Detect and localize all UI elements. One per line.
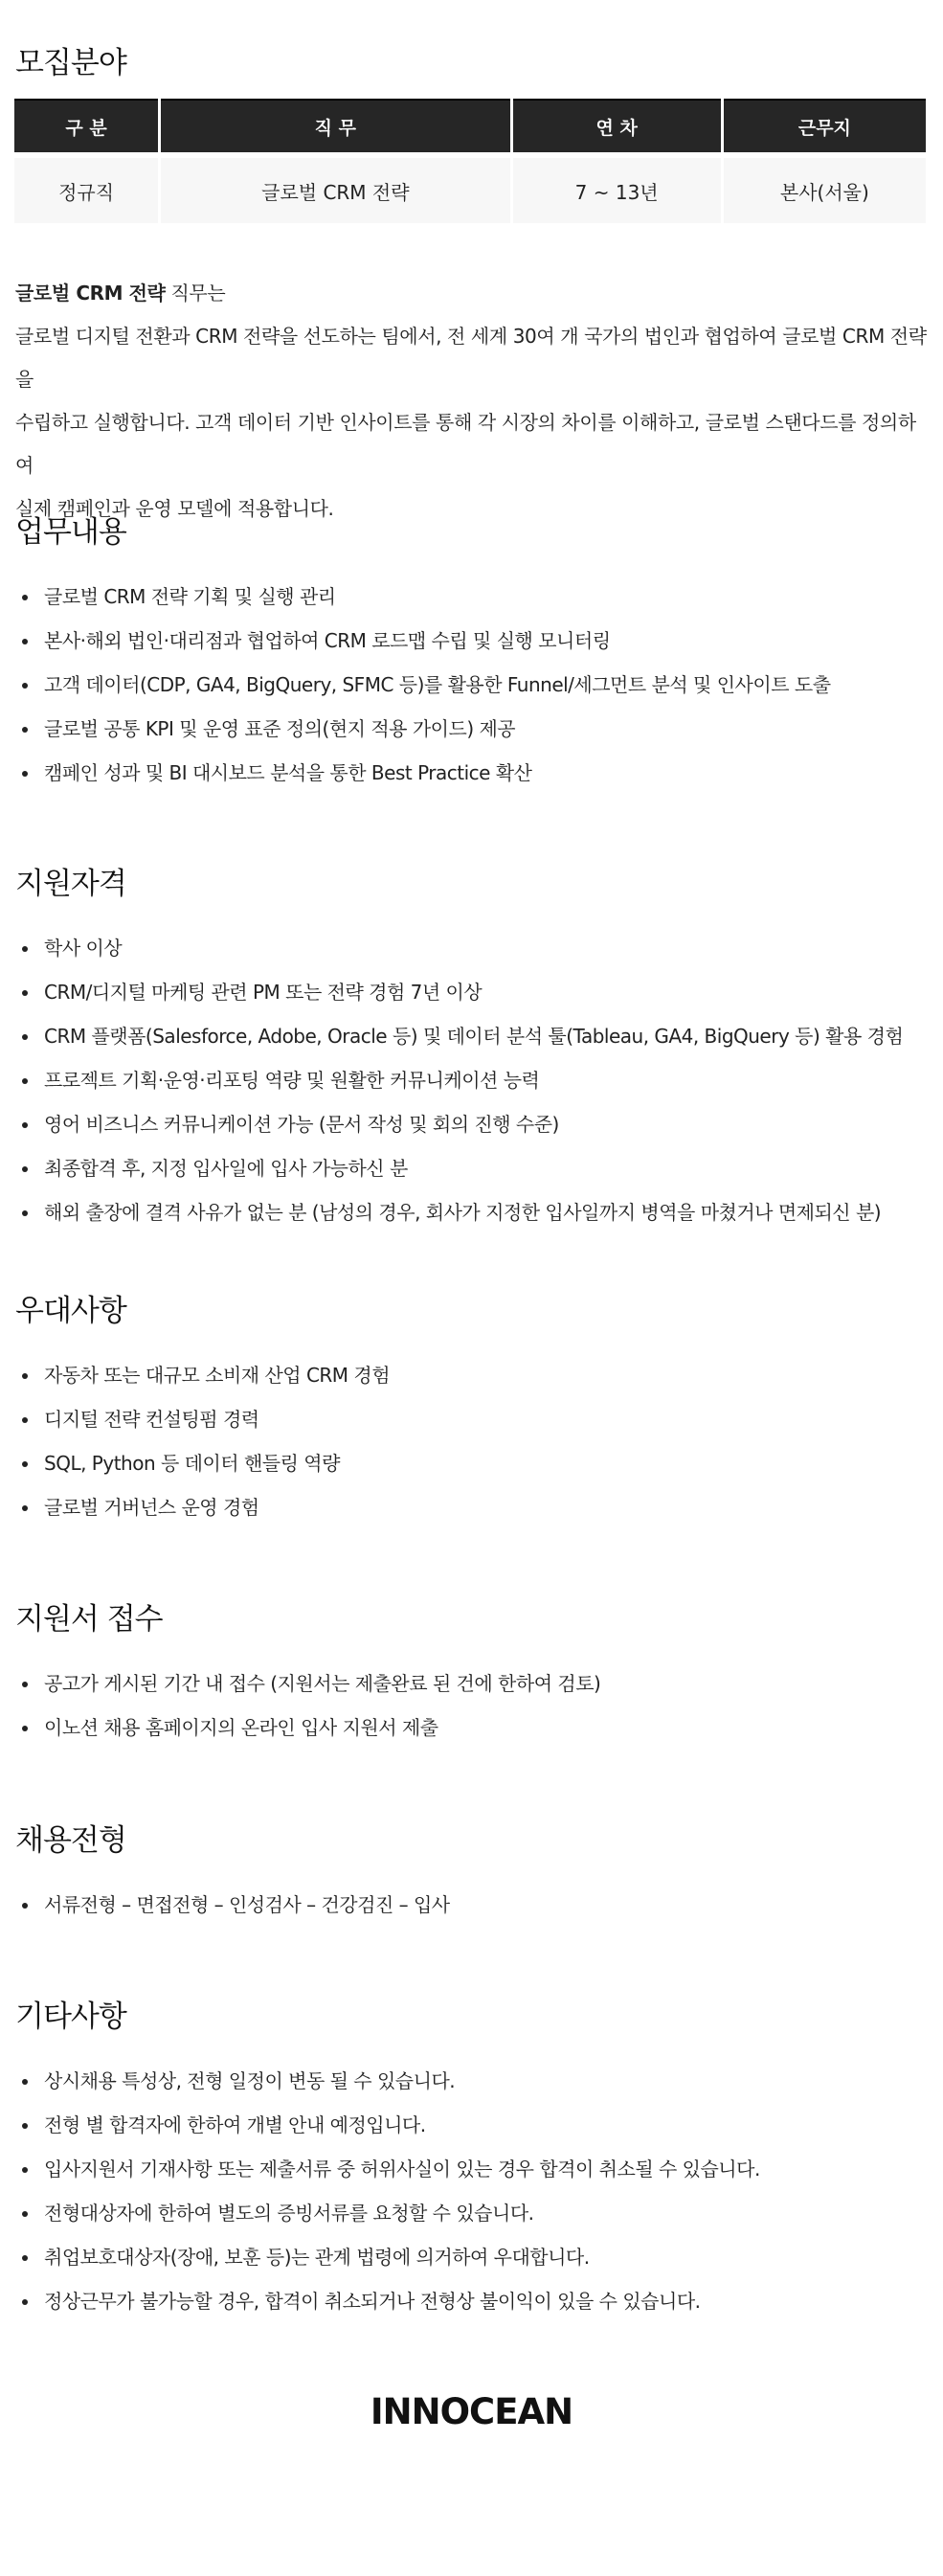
cell-category: 정규직 — [14, 152, 158, 223]
list-item: 고객 데이터(CDP, GA4, BigQuery, SFMC 등)를 활용한 Funnel/세그먼트 분석 및 인사이트 도출 — [15, 663, 930, 707]
innocean-logo: INNOCEAN — [370, 2391, 573, 2432]
cell-location: 본사(서울) — [724, 152, 926, 223]
etc-title: 기타사항 — [15, 2000, 126, 2034]
list-item: 프로젝트 기획·운영·리포팅 역량 및 원활한 커뮤니케이션 능력 — [15, 1058, 930, 1102]
preferred-title: 우대사항 — [15, 1294, 126, 1328]
duties-section — [15, 508, 930, 795]
recruit-table — [11, 99, 929, 223]
intro-heading — [15, 272, 930, 315]
header-location: 근무지 — [724, 99, 926, 152]
list-item: 상시채용 특성상, 전형 일정이 변동 될 수 있습니다. — [15, 2059, 930, 2103]
cell-experience: 7 ~ 13년 — [513, 152, 721, 223]
preferred-list — [15, 1353, 930, 1529]
list-item: 해외 출장에 결격 사유가 없는 분 (남성의 경우, 회사가 지정한 입사일까지 병역을 마쳤거나 면제되신 분) — [15, 1190, 930, 1234]
intro-job-name: 글로벌 CRM 전략 — [15, 282, 166, 305]
list-item: 전형 별 합격자에 한하여 개별 안내 예정입니다. — [15, 2103, 930, 2147]
list-item: 입사지원서 기재사항 또는 제출서류 중 허위사실이 있는 경우 합격이 취소될 수 있습니다. — [15, 2147, 930, 2191]
application-title: 지원서 접수 — [15, 1602, 163, 1637]
cell-job: 글로벌 CRM 전략 — [161, 152, 509, 223]
qualifications-title: 지원자격 — [15, 867, 126, 901]
process-section — [15, 1816, 930, 1927]
list-item: 서류전형 – 면접전형 – 인성검사 – 건강검진 – 입사 — [15, 1883, 930, 1927]
list-item: 디지털 전략 컨설팅펌 경력 — [15, 1397, 930, 1441]
header-experience: 연 차 — [513, 99, 721, 152]
list-item: 자동차 또는 대규모 소비재 산업 CRM 경험 — [15, 1353, 930, 1397]
intro-line: 실제 캠페인과 운영 모델에 적용합니다. — [15, 497, 334, 520]
qualifications-section — [15, 859, 930, 1234]
list-item: SQL, Python 등 데이터 핸들링 역량 — [15, 1441, 930, 1485]
list-item: 공고가 게시된 기간 내 접수 (지원서는 제출완료 된 건에 한하여 검토) — [15, 1661, 930, 1706]
header-category: 구 분 — [14, 99, 158, 152]
application-section — [15, 1594, 930, 1750]
list-item: 정상근무가 불가능할 경우, 합격이 취소되거나 전형상 불이익이 있을 수 있습니다. — [15, 2279, 930, 2323]
list-item: 전형대상자에 한하여 별도의 증빙서류를 요청할 수 있습니다. — [15, 2191, 930, 2235]
list-item: 글로벌 CRM 전략 기획 및 실행 관리 — [15, 575, 930, 619]
list-item: 학사 이상 — [15, 926, 930, 970]
list-item: 영어 비즈니스 커뮤니케이션 가능 (문서 작성 및 회의 진행 수준) — [15, 1102, 930, 1146]
preferred-section — [15, 1286, 930, 1529]
duties-title: 업무내용 — [15, 515, 126, 550]
qualifications-list — [15, 926, 930, 1234]
list-item: CRM/디지털 마케팅 관련 PM 또는 전략 경험 7년 이상 — [15, 970, 930, 1014]
etc-section — [15, 1992, 930, 2323]
intro-line: 수립하고 실행합니다. 고객 데이터 기반 인사이트를 통해 각 시장의 차이를 이해하고, 글로벌 스탠다드를 정의하여 — [15, 411, 916, 477]
list-item: 이노션 채용 홈페이지의 온라인 입사 지원서 제출 — [15, 1706, 930, 1750]
process-title: 채용전형 — [15, 1823, 126, 1858]
list-item: CRM 플랫폼(Salesforce, Adobe, Oracle 등) 및 데이터 분석 툴(Tableau, GA4, BigQuery 등) 활용 경험 — [15, 1014, 930, 1058]
application-list — [15, 1661, 930, 1750]
intro-job-suffix: 직무는 — [165, 282, 226, 305]
recruit-section-title: 모집분야 — [15, 46, 126, 80]
list-item: 취업보호대상자(장애, 보훈 등)는 관계 법령에 의거하여 우대합니다. — [15, 2235, 930, 2279]
duties-list — [15, 575, 930, 795]
recruit-table-header-row — [14, 99, 926, 152]
table-row — [14, 152, 926, 223]
list-item: 최종합격 후, 지정 입사일에 입사 가능하신 분 — [15, 1146, 930, 1190]
list-item: 본사·해외 법인·대리점과 협업하여 CRM 로드맵 수립 및 실행 모니터링 — [15, 619, 930, 663]
job-intro — [15, 272, 930, 531]
list-item: 글로벌 공통 KPI 및 운영 표준 정의(현지 적용 가이드) 제공 — [15, 707, 930, 751]
process-list — [15, 1883, 930, 1927]
intro-line: 글로벌 디지털 전환과 CRM 전략을 선도하는 팀에서, 전 세계 30여 개 국가의 법인과 협업하여 글로벌 CRM 전략을 — [15, 325, 927, 391]
list-item: 글로벌 거버넌스 운영 경험 — [15, 1485, 930, 1529]
header-job: 직 무 — [161, 99, 509, 152]
etc-list — [15, 2059, 930, 2323]
list-item: 캠페인 성과 및 BI 대시보드 분석을 통한 Best Practice 확산 — [15, 751, 930, 795]
